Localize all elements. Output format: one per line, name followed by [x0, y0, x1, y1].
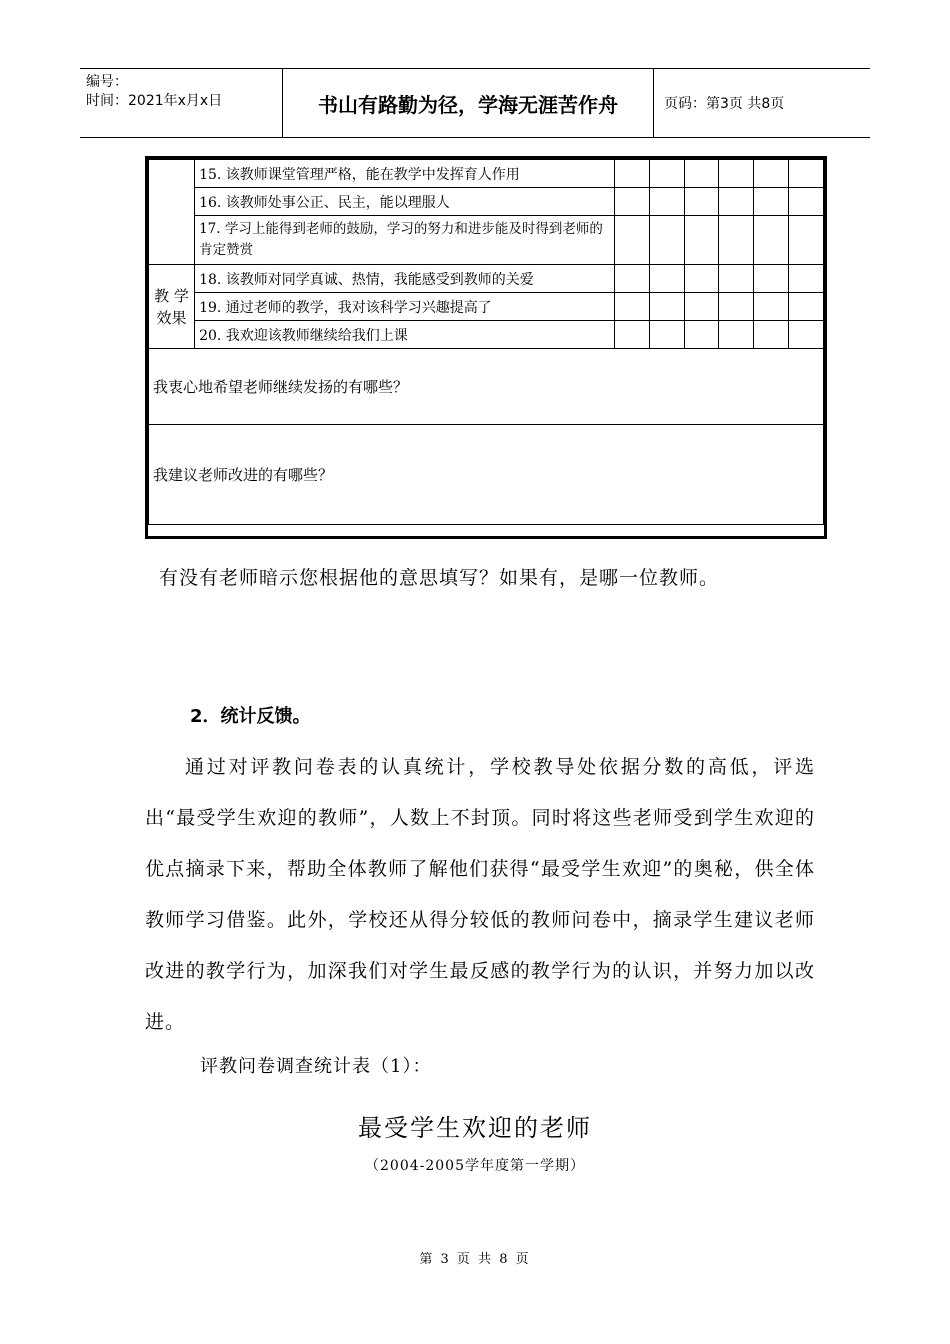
rating-box[interactable] [719, 265, 754, 293]
evaluation-table [145, 156, 827, 539]
rating-box[interactable] [719, 188, 754, 216]
table-row [149, 321, 824, 349]
item-17: 17. 学习上能得到老师的鼓励，学习的努力和进步能及时得到老师的肯定赞赏 [195, 216, 615, 265]
rating-box[interactable] [649, 160, 684, 188]
rating-box[interactable] [615, 321, 650, 349]
rating-box[interactable] [684, 321, 719, 349]
rating-box[interactable] [789, 188, 824, 216]
category-cell-empty [149, 160, 195, 265]
table-row [149, 265, 824, 293]
rating-box[interactable] [719, 321, 754, 349]
rating-box[interactable] [719, 293, 754, 321]
rating-box[interactable] [615, 188, 650, 216]
rating-box[interactable] [719, 216, 754, 265]
number-label: 编号： [86, 74, 128, 90]
header-motto: 书山有路勤为径，学海无涯苦作舟 [283, 69, 654, 137]
section-heading: 2．统计反馈。 [190, 706, 311, 727]
item-19: 19. 通过老师的教学，我对该科学习兴趣提高了 [195, 293, 615, 321]
rating-box[interactable] [684, 160, 719, 188]
open-question-improve[interactable]: 我建议老师改进的有哪些？ [149, 425, 824, 525]
rating-box[interactable] [789, 321, 824, 349]
date-label: 时间：2021年x月x日 [86, 93, 223, 109]
document-subtitle: （2004-2005学年度第一学期） [365, 1158, 585, 1174]
rating-box[interactable] [649, 321, 684, 349]
rating-box[interactable] [754, 265, 789, 293]
table-row [149, 216, 824, 265]
document-title: 最受学生欢迎的老师 [358, 1114, 592, 1142]
rating-box[interactable] [789, 265, 824, 293]
rating-box[interactable] [789, 293, 824, 321]
rating-box[interactable] [684, 216, 719, 265]
item-16: 16. 该教师处事公正、民主，能以理服人 [195, 188, 615, 216]
table-row [149, 188, 824, 216]
open-question-keep[interactable]: 我衷心地希望老师继续发扬的有哪些？ [149, 349, 824, 425]
rating-box[interactable] [649, 265, 684, 293]
header-meta [80, 69, 283, 137]
table-row [149, 349, 824, 425]
rating-box[interactable] [649, 188, 684, 216]
rating-box[interactable] [754, 188, 789, 216]
rating-box[interactable] [754, 321, 789, 349]
table-row [149, 425, 824, 525]
page-header [80, 68, 870, 138]
category-teaching-effect: 教 学 效果 [149, 265, 195, 349]
rating-box[interactable] [754, 216, 789, 265]
rating-box[interactable] [649, 293, 684, 321]
rating-box[interactable] [615, 160, 650, 188]
table-row [149, 293, 824, 321]
rating-box[interactable] [719, 160, 754, 188]
rating-box[interactable] [684, 293, 719, 321]
rating-box[interactable] [684, 265, 719, 293]
rating-box[interactable] [754, 293, 789, 321]
page-footer: 第 3 页 共 8 页 [419, 1252, 531, 1267]
header-page-label: 页码：第3页 共8页 [664, 96, 785, 112]
rating-box[interactable] [789, 160, 824, 188]
rating-box[interactable] [615, 265, 650, 293]
table-row [149, 160, 824, 188]
rating-box[interactable] [754, 160, 789, 188]
item-18: 18. 该教师对同学真诚、热情，我能感受到教师的关爱 [195, 265, 615, 293]
stats-paragraph: 通过对评教问卷表的认真统计，学校教导处依据分数的高低，评选出“最受学生欢迎的教师”，人数上不封顶。同时将这些老师受到学生欢迎的优点摘录下来，帮助全体教师了解他们获得“最受学生欢迎”的奥秘，供全体教师学习借鉴。此外，学校还从得分较低的教师问卷中，摘录学生建议老师改进的教学行为，加深我们对学生最反感的教学行为的认识，并努力加以改进。 [145, 756, 815, 1033]
rating-box[interactable] [615, 293, 650, 321]
rating-box[interactable] [615, 216, 650, 265]
table-caption: 评教问卷调查统计表（1）： [200, 1056, 432, 1077]
item-20: 20. 我欢迎该教师继续给我们上课 [195, 321, 615, 349]
rating-box[interactable] [789, 216, 824, 265]
rating-box[interactable] [684, 188, 719, 216]
item-15: 15. 该教师课堂管理严格，能在教学中发挥育人作用 [195, 160, 615, 188]
hint-question: 有没有老师暗示您根据他的意思填写？如果有，是哪一位教师。 [159, 567, 720, 589]
rating-box[interactable] [649, 216, 684, 265]
